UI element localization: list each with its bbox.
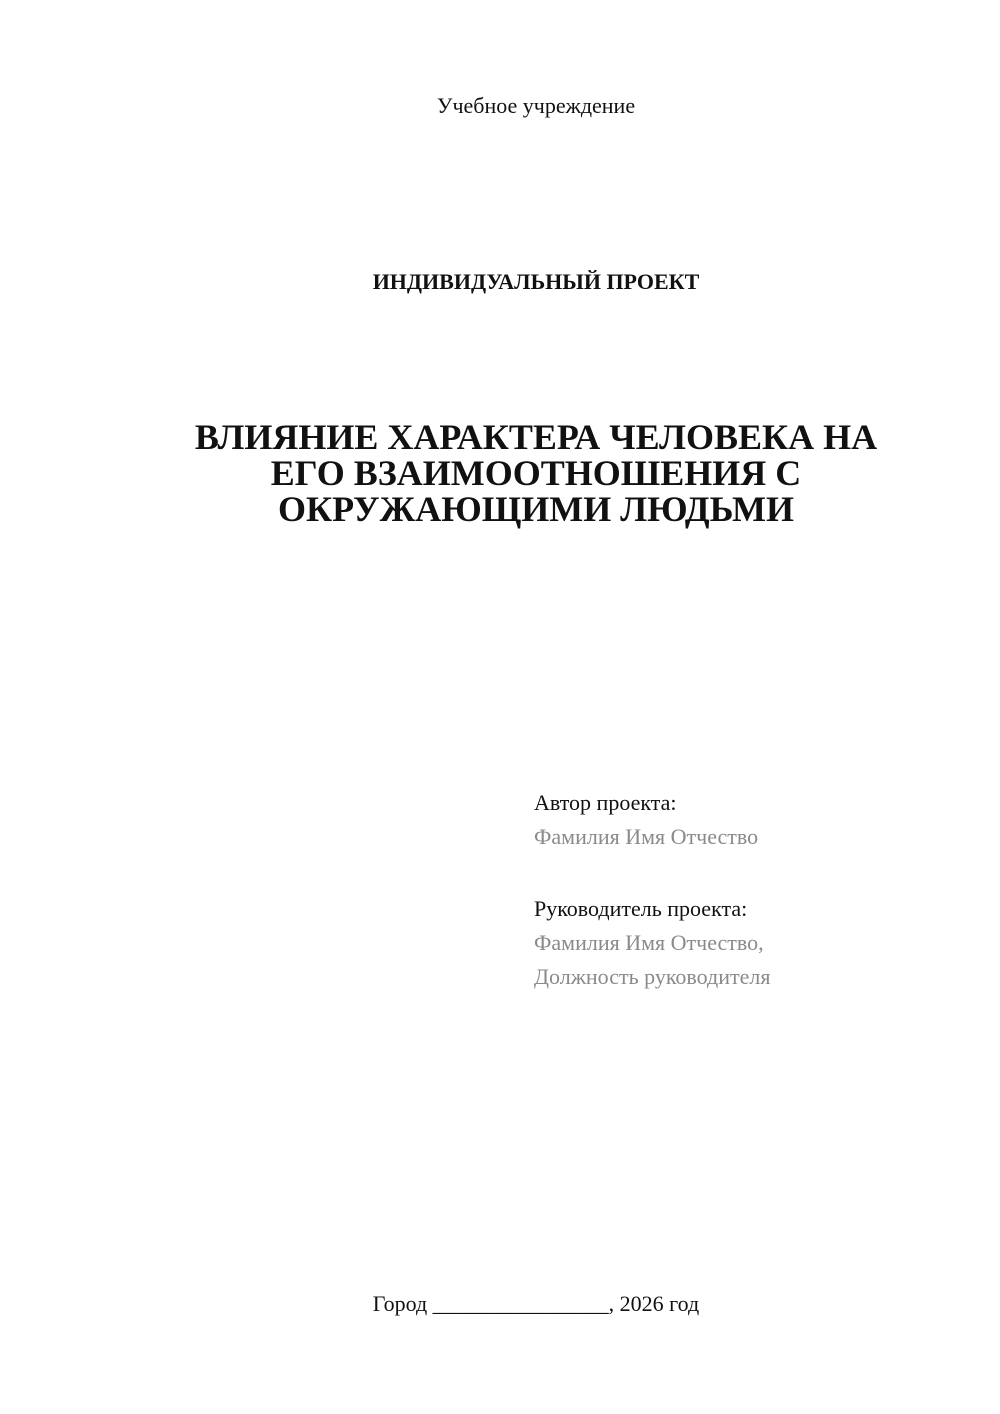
project-title-line-3: ОКРУЖАЮЩИМИ ЛЮДЬМИ bbox=[277, 489, 795, 529]
project-title-line-2: ЕГО ВЗАИМООТНОШЕНИЯ С bbox=[270, 453, 802, 493]
institution-name: Учебное учреждение bbox=[436, 93, 636, 118]
supervisor-label: Руководитель проекта: bbox=[534, 896, 748, 921]
author-name: Фамилия Имя Отчество bbox=[534, 824, 759, 849]
document-type: ИНДИВИДУАЛЬНЫЙ ПРОЕКТ bbox=[372, 269, 700, 294]
supervisor-name: Фамилия Имя Отчество, bbox=[534, 930, 764, 955]
project-title-line-1: ВЛИЯНИЕ ХАРАКТЕРА ЧЕЛОВЕКА НА bbox=[194, 417, 878, 457]
supervisor-position: Должность руководителя bbox=[534, 964, 771, 989]
supervisor-block bbox=[534, 892, 974, 994]
author-label: Автор проекта: bbox=[534, 790, 677, 815]
project-title bbox=[172, 419, 900, 527]
author-block bbox=[534, 786, 974, 854]
city-year-line: Город ________________, 2026 год bbox=[372, 1291, 700, 1316]
